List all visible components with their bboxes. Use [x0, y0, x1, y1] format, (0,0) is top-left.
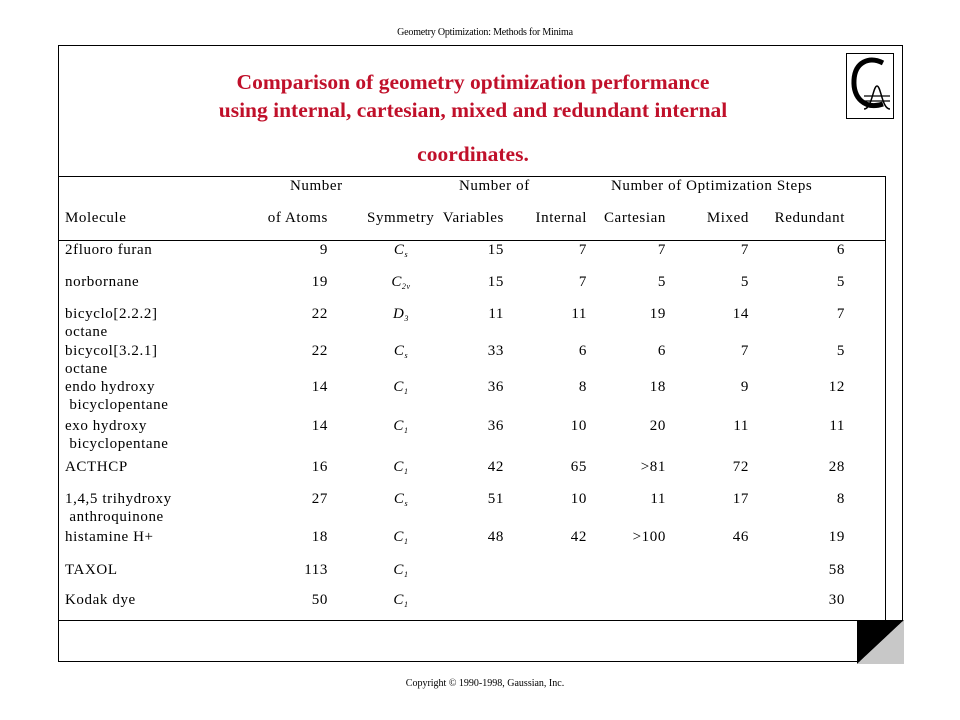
cell-redundant: 28 [828, 459, 845, 475]
column-header-redundant: Redundant [774, 210, 845, 226]
column-header-cartesian: Cartesian [603, 210, 666, 226]
cell-internal: 7 [578, 242, 587, 258]
cell-atoms: 22 [311, 306, 328, 322]
symmetry-subscript: s [404, 351, 409, 360]
cell-mixed: 46 [732, 529, 749, 545]
molecule-name: anthroquinone [65, 509, 164, 525]
column-header-symmetry: Symmetry [367, 210, 435, 226]
header-divider [58, 240, 886, 241]
cell-atoms: 16 [311, 459, 328, 475]
data-table [58, 176, 886, 621]
cell-mixed: 9 [740, 379, 749, 395]
cell-atoms: 14 [311, 418, 328, 434]
cell-symmetry [361, 306, 441, 327]
cell-redundant: 30 [828, 592, 845, 608]
cell-cartesian: 18 [649, 379, 666, 395]
cell-symmetry [361, 562, 441, 583]
symmetry-subscript: 1 [404, 570, 409, 579]
cell-internal: 42 [570, 529, 587, 545]
cell-variables: 36 [487, 418, 504, 434]
molecule-name: norbornane [65, 274, 140, 290]
cell-symmetry [361, 529, 441, 550]
cell-internal: 10 [570, 418, 587, 434]
symmetry-group: C [393, 459, 404, 475]
molecule-name: bicyclo[2.2.2] [65, 306, 158, 322]
cell-redundant: 8 [836, 491, 845, 507]
column-header-variables: Variables [442, 210, 504, 226]
column-header-atoms: of Atoms [267, 210, 328, 226]
cell-redundant: 5 [836, 343, 845, 359]
page-header: Geometry Optimization: Methods for Minima [397, 27, 573, 38]
cell-internal: 8 [578, 379, 587, 395]
title-line-1: Comparison of geometry optimization performance [236, 70, 710, 94]
symmetry-group: C [393, 529, 404, 545]
slide-title [58, 68, 888, 168]
molecule-name: 2fluoro furan [65, 242, 153, 258]
cell-variables: 15 [487, 242, 504, 258]
cell-redundant: 6 [836, 242, 845, 258]
symmetry-subscript: 1 [404, 387, 409, 396]
molecule-name: exo hydroxy [65, 418, 148, 434]
title-line-2: using internal, cartesian, mixed and redundant internal [218, 98, 728, 122]
cell-mixed: 17 [732, 491, 749, 507]
cell-redundant: 12 [828, 379, 845, 395]
cell-atoms: 50 [311, 592, 328, 608]
cell-mixed: 7 [740, 343, 749, 359]
symmetry-group: C [393, 242, 405, 258]
molecule-name: octane [65, 324, 108, 340]
cell-symmetry [361, 491, 441, 512]
cell-cartesian: 7 [657, 242, 666, 258]
cell-mixed: 5 [740, 274, 749, 290]
cell-variables: 15 [487, 274, 504, 290]
column-header-mixed: Mixed [706, 210, 749, 226]
title-line-3: coordinates. [417, 142, 529, 166]
cell-variables: 42 [487, 459, 504, 475]
molecule-name: ACTHCP [65, 459, 128, 475]
cell-cartesian: 19 [649, 306, 666, 322]
cell-mixed: 72 [732, 459, 749, 475]
cell-symmetry [361, 379, 441, 400]
cell-redundant: 19 [828, 529, 845, 545]
symmetry-group: C [393, 418, 404, 434]
cell-variables: 51 [487, 491, 504, 507]
symmetry-group: C [391, 274, 402, 290]
symmetry-group: C [393, 562, 404, 578]
cell-cartesian: >81 [640, 459, 666, 475]
cell-internal: 11 [571, 306, 587, 322]
cell-cartesian: 20 [649, 418, 666, 434]
column-header-internal: Internal [535, 210, 587, 226]
cell-atoms: 113 [304, 562, 328, 578]
cell-atoms: 14 [311, 379, 328, 395]
symmetry-subscript: 1 [404, 467, 409, 476]
molecule-name: histamine H+ [65, 529, 154, 545]
cell-symmetry [361, 343, 441, 364]
cell-cartesian: 5 [657, 274, 666, 290]
cell-symmetry [361, 592, 441, 613]
symmetry-subscript: 1 [404, 537, 409, 546]
cell-variables: 33 [487, 343, 504, 359]
cell-internal: 7 [578, 274, 587, 290]
cell-mixed: 11 [733, 418, 749, 434]
symmetry-group: D [392, 306, 405, 322]
molecule-name: bicyclopentane [65, 436, 169, 452]
cell-atoms: 19 [311, 274, 328, 290]
cell-symmetry [361, 459, 441, 480]
molecule-name: bicycol[3.2.1] [65, 343, 158, 359]
cell-redundant: 5 [836, 274, 845, 290]
cell-mixed: 7 [740, 242, 749, 258]
cell-symmetry [361, 274, 441, 295]
cell-mixed: 14 [732, 306, 749, 322]
cell-atoms: 9 [319, 242, 328, 258]
column-header-molecule: Molecule [65, 210, 127, 226]
group-header-variables: Number of [459, 178, 530, 194]
copyright-text: Copyright © 1990-1998, Gaussian, Inc. [405, 678, 565, 689]
molecule-name: endo hydroxy [65, 379, 156, 395]
group-header-steps: Number of Optimization Steps [611, 178, 813, 194]
cell-cartesian: >100 [632, 529, 666, 545]
symmetry-group: C [393, 592, 404, 608]
cell-cartesian: 11 [650, 491, 666, 507]
cell-variables: 48 [487, 529, 504, 545]
molecule-name: Kodak dye [65, 592, 136, 608]
cell-atoms: 18 [311, 529, 328, 545]
symmetry-group: C [393, 491, 405, 507]
symmetry-subscript: 3 [404, 314, 410, 323]
symmetry-subscript: s [404, 250, 409, 259]
symmetry-subscript: 1 [404, 426, 409, 435]
page-corner-icon [857, 620, 904, 664]
cell-redundant: 11 [829, 418, 845, 434]
cell-cartesian: 6 [657, 343, 666, 359]
gaussian-logo-icon [846, 53, 894, 119]
molecule-name: TAXOL [65, 562, 118, 578]
cell-variables: 11 [488, 306, 504, 322]
cell-atoms: 27 [311, 491, 328, 507]
cell-atoms: 22 [311, 343, 328, 359]
cell-symmetry [361, 242, 441, 263]
symmetry-subscript: 2v [401, 282, 411, 291]
cell-internal: 10 [570, 491, 587, 507]
molecule-name: 1,4,5 trihydroxy [65, 491, 172, 507]
molecule-name: octane [65, 361, 108, 377]
symmetry-group: C [393, 343, 405, 359]
symmetry-group: C [393, 379, 404, 395]
group-header-atoms: Number [290, 178, 343, 194]
cell-redundant: 7 [836, 306, 845, 322]
symmetry-subscript: 1 [404, 600, 409, 609]
cell-redundant: 58 [828, 562, 845, 578]
cell-symmetry [361, 418, 441, 439]
molecule-name: bicyclopentane [65, 397, 169, 413]
cell-variables: 36 [487, 379, 504, 395]
cell-internal: 65 [570, 459, 587, 475]
symmetry-subscript: s [404, 499, 409, 508]
cell-internal: 6 [578, 343, 587, 359]
